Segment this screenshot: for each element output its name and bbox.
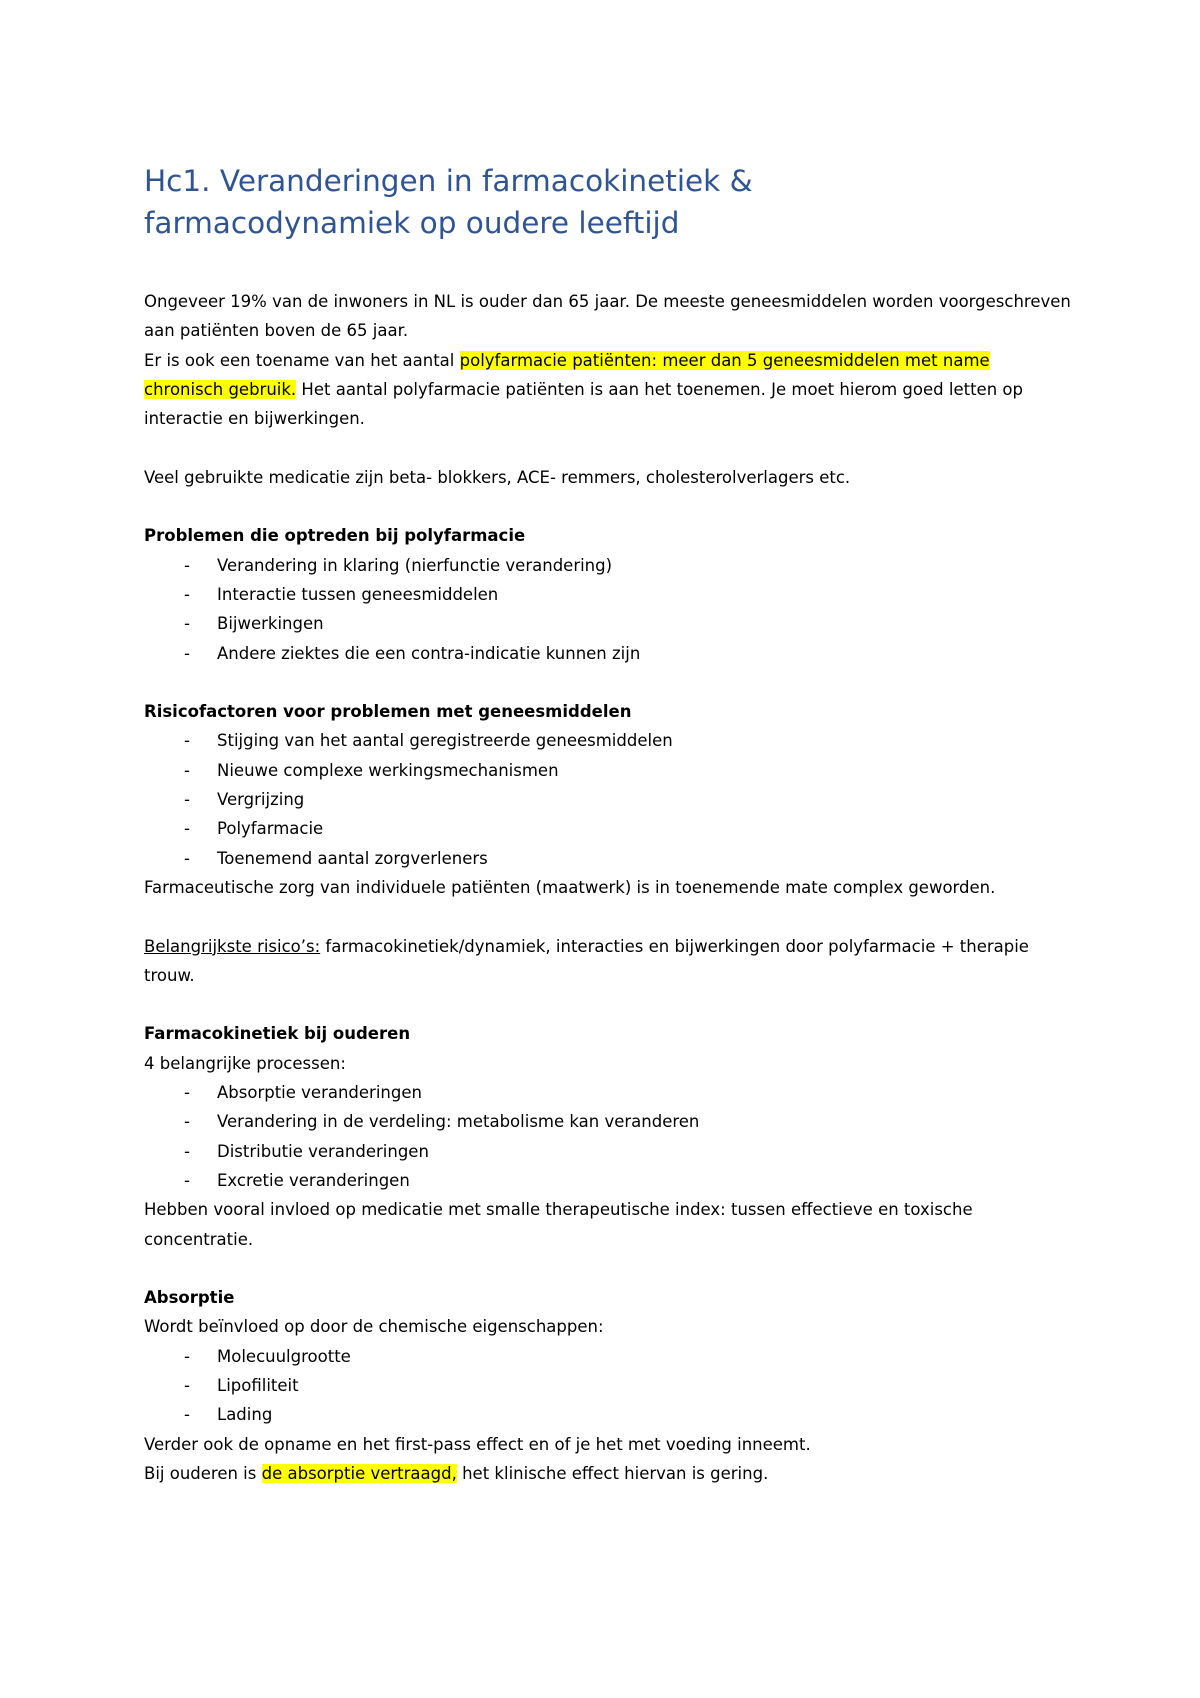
dash-marker: - [184, 584, 190, 604]
list-item-text: Interactie tussen geneesmiddelen [217, 584, 499, 604]
list-item [144, 1166, 1074, 1195]
list-item-text: Distributie veranderingen [217, 1141, 429, 1161]
list-item [144, 844, 1074, 873]
intro-p2-pre: Er is ook een toename van het aantal [144, 350, 460, 370]
dash-marker: - [184, 1170, 190, 1190]
list-item-text: Polyfarmacie [217, 819, 324, 839]
risk-factors-heading: Risicofactoren voor problemen met geneesmiddelen [144, 702, 632, 722]
list-item-text: Excretie veranderingen [217, 1170, 410, 1190]
key-risks-label: Belangrijkste risico’s: [144, 936, 321, 956]
dash-marker: - [184, 555, 190, 575]
key-risks-text: farmacokinetiek/dynamiek, interacties en bijwerkingen door polyfarmacie + therapie trouw. [144, 936, 1029, 985]
risk-factors-after: Farmaceutische zorg van individuele patiënten (maatwerk) is in toenemende mate complex geworden. [144, 877, 996, 897]
risk-factors-list [144, 726, 1074, 872]
intro-p2-post: Het aantal polyfarmacie patiënten is aan het toenemen. Je moet hierom goed letten op interactie en bijwerkingen. [144, 379, 1023, 429]
absorption-line2-post: het klinische effect hiervan is gering. [456, 1463, 769, 1483]
problems-heading: Problemen die optreden bij polyfarmacie [144, 526, 526, 546]
absorption-heading: Absorptie [144, 1288, 235, 1308]
absorption-line-2 [144, 1459, 1074, 1488]
dash-marker: - [184, 614, 190, 634]
spacer [144, 492, 1074, 521]
list-item [144, 1342, 1074, 1371]
list-item-text: Molecuulgrootte [217, 1346, 351, 1366]
list-item [144, 1371, 1074, 1400]
dash-marker: - [184, 848, 190, 868]
absorption-line-1: Verder ook de opname en het first-pass effect en of je het met voeding inneemt. [144, 1434, 811, 1454]
pk-elderly-list [144, 1078, 1074, 1195]
spacer [144, 1254, 1074, 1283]
dash-marker: - [184, 1375, 190, 1395]
key-risks-paragraph [144, 932, 1074, 991]
list-item [144, 551, 1074, 580]
dash-marker: - [184, 643, 190, 663]
list-item-text: Vergrijzing [217, 790, 305, 810]
list-item-text: Verandering in de verdeling: metabolisme kan veranderen [217, 1112, 700, 1132]
absorption-line2-highlight: de absorptie vertraagd, [261, 1463, 457, 1483]
intro-paragraph-2 [144, 346, 1074, 434]
dash-marker: - [184, 1141, 190, 1161]
medication-paragraph: Veel gebruikte medicatie zijn beta- blokkers, ACE- remmers, cholesterolverlagers etc. [144, 467, 851, 487]
list-item [144, 756, 1074, 785]
list-item-text: Verandering in klaring (nierfunctie verandering) [217, 555, 613, 575]
list-item-text: Toenemend aantal zorgverleners [217, 848, 488, 868]
absorption-intro: Wordt beïnvloed op door de chemische eigenschappen: [144, 1317, 604, 1337]
dash-marker: - [184, 1405, 190, 1425]
list-item-text: Andere ziektes die een contra-indicatie kunnen zijn [217, 643, 641, 663]
pk-elderly-heading: Farmacokinetiek bij ouderen [144, 1024, 411, 1044]
list-item [144, 814, 1074, 843]
document-title [144, 160, 1074, 244]
title-line-2: farmacodynamiek op oudere leeftijd [144, 206, 680, 240]
dash-marker: - [184, 1112, 190, 1132]
list-item [144, 1107, 1074, 1136]
spacer [144, 668, 1074, 697]
pk-elderly-after: Hebben vooral invloed op medicatie met smalle therapeutische index: tussen effectieve en toxische concentratie. [144, 1200, 973, 1249]
title-line-1: Hc1. Veranderingen in farmacokinetiek & [144, 164, 753, 198]
list-item [144, 726, 1074, 755]
list-item-text: Bijwerkingen [217, 614, 324, 634]
problems-list [144, 551, 1074, 668]
spacer [144, 990, 1074, 1019]
list-item [144, 580, 1074, 609]
list-item-text: Absorptie veranderingen [217, 1083, 422, 1103]
list-item [144, 609, 1074, 638]
list-item-text: Nieuwe complexe werkingsmechanismen [217, 760, 559, 780]
dash-marker: - [184, 819, 190, 839]
spacer [144, 433, 1074, 462]
list-item [144, 785, 1074, 814]
absorption-line2-pre: Bij ouderen is [144, 1463, 262, 1483]
list-item [144, 1400, 1074, 1429]
absorption-list [144, 1342, 1074, 1430]
intro-p2-highlight: polyfarmacie patiënten: meer dan 5 geneesmiddelen met name chronisch gebruik. [144, 350, 990, 399]
pk-elderly-intro: 4 belangrijke processen: [144, 1053, 346, 1073]
dash-marker: - [184, 1346, 190, 1366]
list-item [144, 1078, 1074, 1107]
dash-marker: - [184, 760, 190, 780]
dash-marker: - [184, 1083, 190, 1103]
list-item [144, 1137, 1074, 1166]
list-item-text: Lading [217, 1405, 273, 1425]
intro-paragraph-1: Ongeveer 19% van de inwoners in NL is ouder dan 65 jaar. De meeste geneesmiddelen worden voorgeschreven aan patiënten boven de 65 jaar. [144, 292, 1071, 341]
list-item-text: Lipofiliteit [217, 1375, 299, 1395]
document-page [144, 160, 1074, 1488]
dash-marker: - [184, 790, 190, 810]
spacer [144, 902, 1074, 931]
list-item-text: Stijging van het aantal geregistreerde geneesmiddelen [217, 731, 673, 751]
list-item [144, 639, 1074, 668]
dash-marker: - [184, 731, 190, 751]
